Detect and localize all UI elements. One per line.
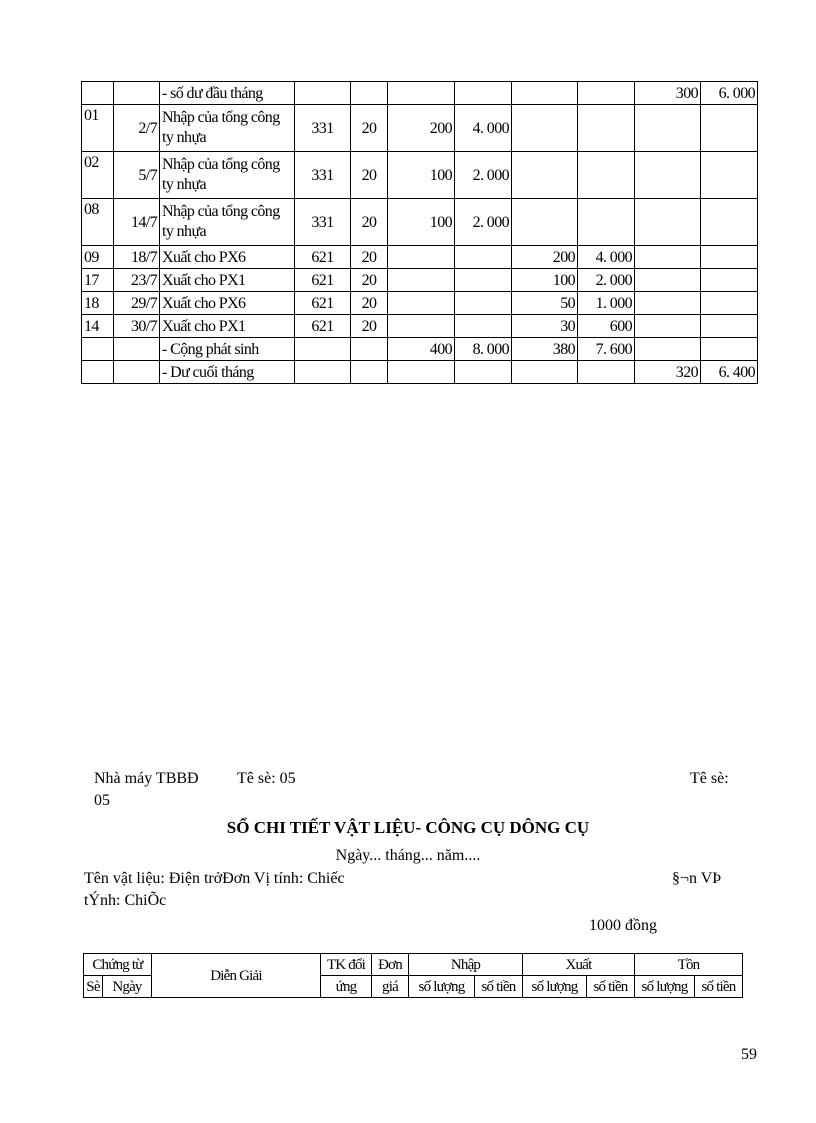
cell-nhap-so-tien: [455, 292, 512, 315]
cell-xuat-so-luong: [512, 152, 578, 199]
cell-don-gia: [351, 338, 388, 361]
cell-ton-so-luong: 320: [635, 361, 701, 384]
header-dien-giai: Diễn Giải: [152, 954, 321, 998]
unit-right: §¬n VÞ: [672, 870, 722, 887]
header-nhap-so-luong: số lượng: [409, 976, 475, 998]
page-title: SỔ CHI TIẾT VẬT LIỆU- CÔNG CỤ DÔNG CỤ: [226, 818, 590, 837]
cell-xuat-so-luong: 50: [512, 292, 578, 315]
cell-nhap-so-tien: [455, 269, 512, 292]
cell-ngay: [114, 82, 160, 105]
header-chung-tu: Chứng từ: [84, 954, 152, 976]
cell-don-gia: 20: [351, 269, 388, 292]
header-don: Đơn: [372, 954, 409, 976]
ledger-body: [82, 82, 758, 384]
cell-tk-doi-ung: 331: [295, 152, 351, 199]
cell-tk-doi-ung: 621: [295, 292, 351, 315]
cell-nhap-so-tien: 4. 000: [455, 105, 512, 152]
cell-don-gia: 20: [351, 292, 388, 315]
cell-nhap-so-luong: 100: [388, 199, 455, 246]
cell-ngay: 18/7: [114, 246, 160, 269]
table-row: [82, 338, 758, 361]
cell-xuat-so-tien: 2. 000: [578, 269, 635, 292]
header-so: Sè: [84, 976, 103, 998]
currency-unit: 1000 đồng: [589, 917, 657, 934]
cell-ngay: 29/7: [114, 292, 160, 315]
cell-xuat-so-luong: [512, 199, 578, 246]
cell-ton-so-luong: [635, 269, 701, 292]
cell-ton-so-tien: [701, 199, 758, 246]
cell-nhap-so-tien: [455, 82, 512, 105]
cell-xuat-so-luong: 100: [512, 269, 578, 292]
table-row: [82, 292, 758, 315]
cell-xuat-so-luong: 30: [512, 315, 578, 338]
cell-nhap-so-tien: 2. 000: [455, 199, 512, 246]
cell-xuat-so-luong: [512, 105, 578, 152]
cell-ton-so-tien: [701, 269, 758, 292]
to-so-continuation: 05: [94, 792, 110, 809]
cell-ton-so-tien: [701, 338, 758, 361]
cell-xuat-so-tien: 600: [578, 315, 635, 338]
cell-xuat-so-luong: [512, 361, 578, 384]
cell-ton-so-tien: [701, 292, 758, 315]
cell-ton-so-luong: [635, 152, 701, 199]
header-ton-so-luong: số lượng: [635, 976, 695, 998]
cell-nhap-so-tien: 8. 000: [455, 338, 512, 361]
cell-ngay: 2/7: [114, 105, 160, 152]
cell-so: [82, 338, 114, 361]
cell-nhap-so-luong: [388, 246, 455, 269]
cell-xuat-so-luong: [512, 82, 578, 105]
header-tk-doi: TK đối: [321, 954, 372, 976]
cell-dien-giai: Xuất cho PX6: [160, 246, 295, 269]
detail-header-table: [83, 953, 743, 998]
cell-ton-so-luong: [635, 246, 701, 269]
cell-don-gia: [351, 82, 388, 105]
cell-nhap-so-tien: [455, 315, 512, 338]
cell-dien-giai: - số dư đầu tháng: [160, 82, 295, 105]
header-nhap: Nhập: [409, 954, 523, 976]
cell-so: 08: [82, 199, 114, 246]
cell-tk-doi-ung: [295, 338, 351, 361]
cell-so: 01: [82, 105, 114, 152]
cell-dien-giai: Xuất cho PX6: [160, 292, 295, 315]
table-row: [82, 105, 758, 152]
cell-nhap-so-luong: [388, 292, 455, 315]
header-nhap-so-tien: số tiền: [475, 976, 523, 998]
cell-nhap-so-tien: [455, 246, 512, 269]
cell-nhap-so-tien: [455, 361, 512, 384]
cell-ton-so-tien: [701, 315, 758, 338]
cell-ngay: 23/7: [114, 269, 160, 292]
cell-tk-doi-ung: [295, 361, 351, 384]
to-so-label: Tê sè: 05: [237, 770, 296, 787]
cell-ton-so-tien: 6. 000: [701, 82, 758, 105]
cell-ngay: 30/7: [114, 315, 160, 338]
factory-name: Nhà máy TBBĐ: [94, 770, 199, 787]
header-ngay: Ngày: [103, 976, 152, 998]
cell-dien-giai: Xuất cho PX1: [160, 315, 295, 338]
header-xuat-so-luong: số lượng: [523, 976, 587, 998]
cell-don-gia: 20: [351, 105, 388, 152]
cell-ton-so-tien: [701, 246, 758, 269]
cell-tk-doi-ung: 621: [295, 315, 351, 338]
cell-nhap-so-tien: 2. 000: [455, 152, 512, 199]
unit-continuation: tÝnh: ChiÕc: [84, 892, 167, 909]
table-row: [82, 361, 758, 384]
cell-so: 09: [82, 246, 114, 269]
cell-ton-so-luong: [635, 315, 701, 338]
header-xuat-so-tien: số tiền: [587, 976, 635, 998]
cell-xuat-so-tien: 1. 000: [578, 292, 635, 315]
cell-tk-doi-ung: 331: [295, 105, 351, 152]
cell-ton-so-luong: 300: [635, 82, 701, 105]
cell-nhap-so-luong: [388, 269, 455, 292]
cell-ton-so-luong: [635, 338, 701, 361]
cell-so: [82, 82, 114, 105]
date-line: Ngày... tháng... năm....: [335, 847, 481, 864]
cell-dien-giai: Nhập của tổng công ty nhựa: [160, 105, 295, 152]
cell-ngay: [114, 361, 160, 384]
table-row: [82, 315, 758, 338]
cell-xuat-so-tien: 7. 600: [578, 338, 635, 361]
page-number: 59: [741, 1046, 757, 1063]
cell-xuat-so-tien: 4. 000: [578, 246, 635, 269]
cell-nhap-so-luong: 400: [388, 338, 455, 361]
table-row: [82, 82, 758, 105]
cell-don-gia: [351, 361, 388, 384]
cell-ton-so-tien: [701, 105, 758, 152]
cell-ton-so-luong: [635, 199, 701, 246]
cell-don-gia: 20: [351, 315, 388, 338]
cell-tk-doi-ung: 621: [295, 246, 351, 269]
cell-nhap-so-luong: 100: [388, 152, 455, 199]
cell-don-gia: 20: [351, 199, 388, 246]
table-row: [82, 152, 758, 199]
cell-so: 02: [82, 152, 114, 199]
cell-xuat-so-tien: [578, 199, 635, 246]
cell-so: 18: [82, 292, 114, 315]
header-ung: ứng: [321, 976, 372, 998]
cell-xuat-so-tien: [578, 82, 635, 105]
cell-xuat-so-luong: 380: [512, 338, 578, 361]
cell-xuat-so-tien: [578, 152, 635, 199]
cell-dien-giai: Nhập của tổng công ty nhựa: [160, 152, 295, 199]
cell-nhap-so-luong: [388, 82, 455, 105]
cell-ngay: [114, 338, 160, 361]
cell-ton-so-tien: [701, 152, 758, 199]
cell-xuat-so-luong: 200: [512, 246, 578, 269]
cell-don-gia: 20: [351, 246, 388, 269]
table-row: [82, 199, 758, 246]
cell-ngay: 14/7: [114, 199, 160, 246]
table-row: [82, 269, 758, 292]
cell-tk-doi-ung: 621: [295, 269, 351, 292]
cell-xuat-so-tien: [578, 361, 635, 384]
cell-dien-giai: - Dư cuối tháng: [160, 361, 295, 384]
cell-ton-so-tien: 6. 400: [701, 361, 758, 384]
cell-nhap-so-luong: [388, 315, 455, 338]
header-ton: Tồn: [635, 954, 743, 976]
table-row: [82, 246, 758, 269]
material-line: Tên vật liệu: Điện trởĐơn Vị tính: Chiếc: [84, 870, 345, 887]
cell-dien-giai: Xuất cho PX1: [160, 269, 295, 292]
cell-so: 14: [82, 315, 114, 338]
cell-so: 17: [82, 269, 114, 292]
cell-don-gia: 20: [351, 152, 388, 199]
cell-nhap-so-luong: 200: [388, 105, 455, 152]
cell-tk-doi-ung: [295, 82, 351, 105]
header-xuat: Xuất: [523, 954, 635, 976]
header-gia: giá: [372, 976, 409, 998]
cell-so: [82, 361, 114, 384]
cell-ton-so-luong: [635, 292, 701, 315]
to-so-right-label: Tê sè:: [690, 770, 729, 787]
cell-dien-giai: - Cộng phát sinh: [160, 338, 295, 361]
cell-ton-so-luong: [635, 105, 701, 152]
cell-xuat-so-tien: [578, 105, 635, 152]
header-ton-so-tien: số tiền: [695, 976, 743, 998]
cell-tk-doi-ung: 331: [295, 199, 351, 246]
ledger-table: [81, 81, 758, 384]
cell-dien-giai: Nhập của tổng công ty nhựa: [160, 199, 295, 246]
cell-ngay: 5/7: [114, 152, 160, 199]
cell-nhap-so-luong: [388, 361, 455, 384]
